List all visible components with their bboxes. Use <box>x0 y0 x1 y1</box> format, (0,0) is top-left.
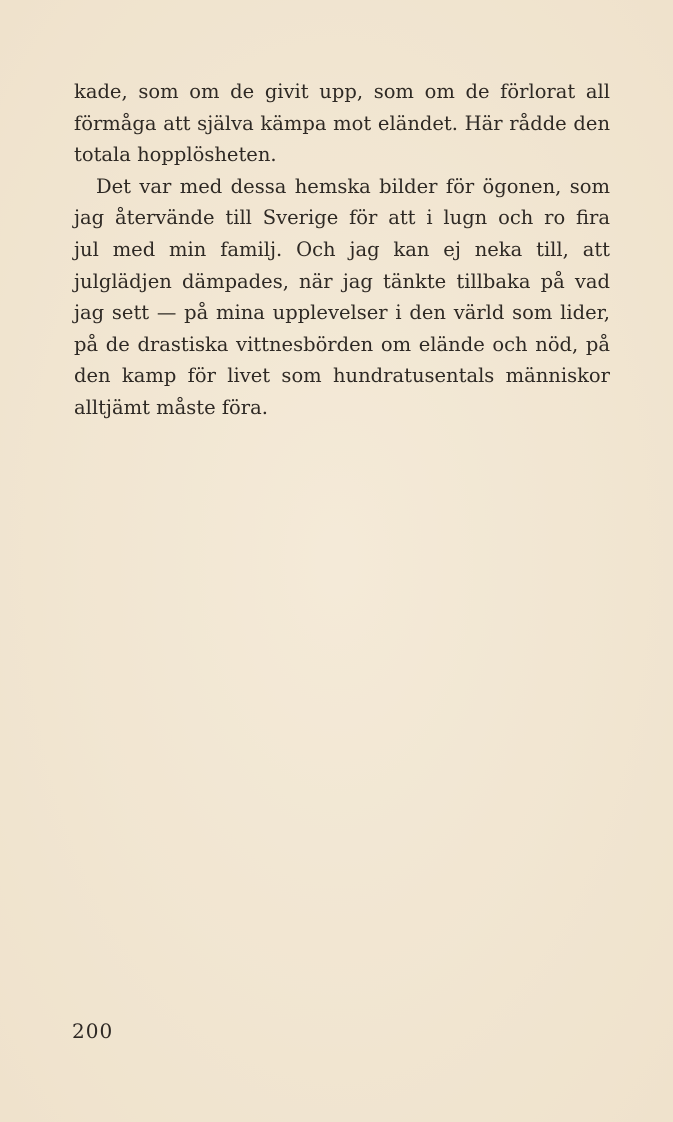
text-line: julglädjen dämpades, när jag tänkte tillbaka på vad <box>74 269 610 293</box>
text-line: jul med min familj. Och jag kan ej neka till, att <box>74 237 610 261</box>
text-line: den kamp för livet som hundratusentals människor <box>74 364 610 388</box>
text-line: jag sett — på mina upplevelser i den värld som lider, <box>74 301 610 325</box>
body-text <box>74 76 610 424</box>
text-line: på de drastiska vittnesbörden om elände och nöd, på <box>74 332 610 356</box>
text-line: förmåga att själva kämpa mot eländet. Här rådde den <box>74 111 610 135</box>
text-line: alltjämt måste föra. <box>74 395 268 419</box>
text-line: kade, som om de givit upp, som om de förlorat all <box>74 80 610 103</box>
page-number: 200 <box>72 1019 114 1043</box>
text-line: totala hopplösheten. <box>74 143 277 167</box>
text-line: jag återvände till Sverige för att i lugn och ro fira <box>74 206 610 230</box>
text-line: Det var med dessa hemska bilder för ögonen, som <box>96 174 610 198</box>
